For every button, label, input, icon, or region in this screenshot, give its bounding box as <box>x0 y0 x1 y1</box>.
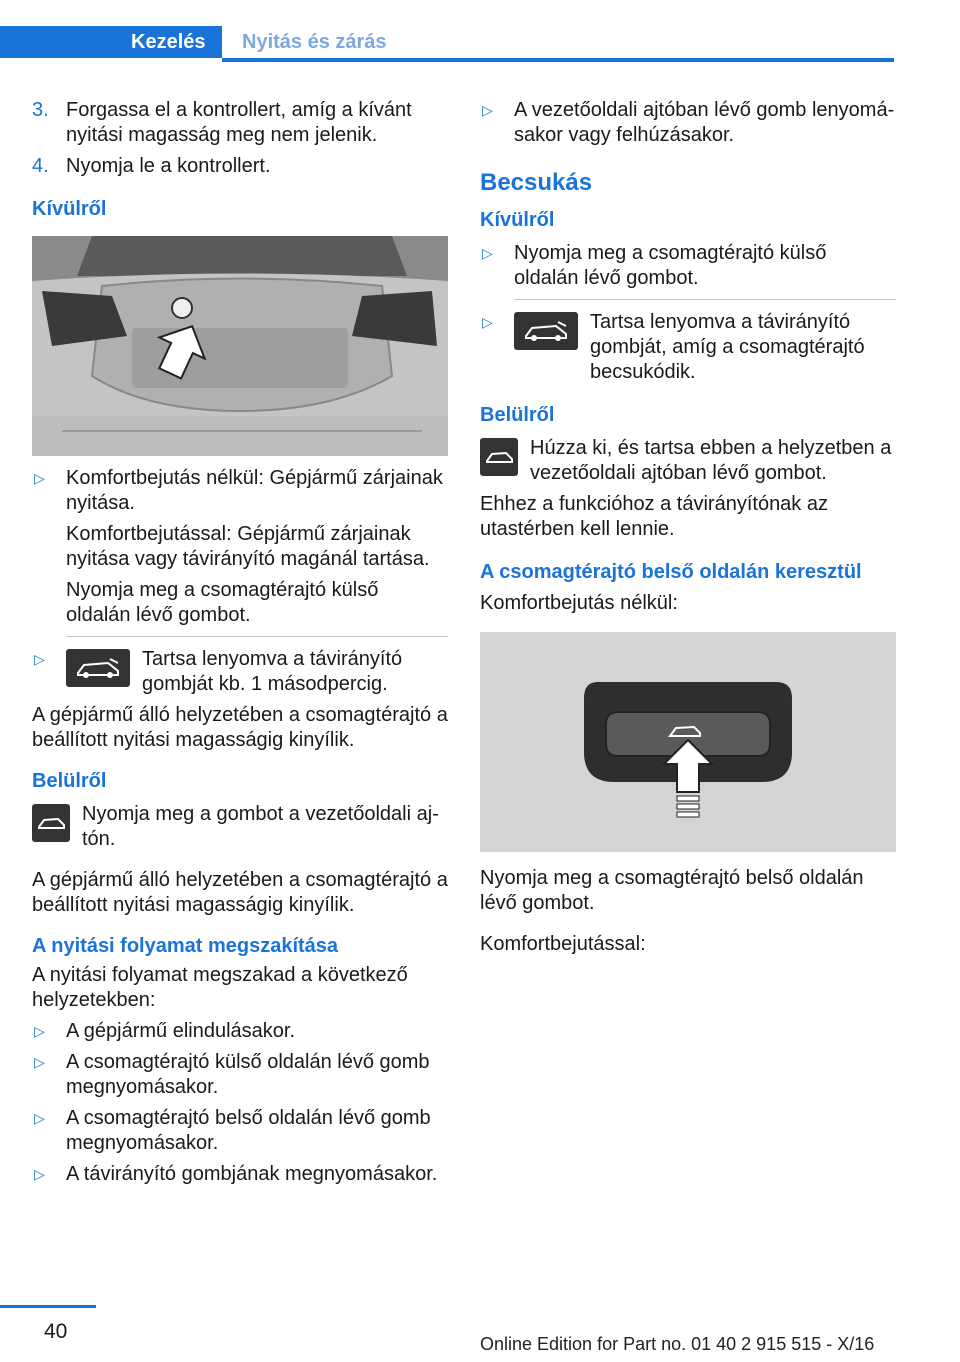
bullet-outer-button <box>480 241 896 291</box>
bullet-text: A csomagtérajtó belső oldalán lévő gomb megnyomásakor. <box>66 1107 431 1154</box>
bullet-triangle-icon: ▷ <box>482 314 493 330</box>
subheading-belulrol: Belülről <box>480 404 555 426</box>
divider <box>514 299 896 300</box>
subheading-inner-button: A csomagtérajtó belső oldalán keresztül <box>480 561 862 583</box>
tab-kezeles[interactable]: Kezelés <box>0 26 222 58</box>
paragraph: Komfortbejutás nélkül: <box>480 592 678 614</box>
bullet-triangle-icon: ▷ <box>482 245 493 261</box>
bullet-triangle-icon: ▷ <box>34 1054 45 1070</box>
inner-button-photo <box>480 632 896 852</box>
left-column <box>32 98 448 1193</box>
door-button-icon <box>32 804 70 842</box>
step-number: 3. <box>32 99 49 121</box>
footer-edition-text: Online Edition for Part no. 01 40 2 915 515 - X/16 <box>480 1334 875 1354</box>
tab-nyitas-es-zaras[interactable]: Nyitás és zárás <box>222 26 894 58</box>
paragraph: Ehhez a funkcióhoz a távirányítónak az utastérben kell lennie. <box>480 493 828 540</box>
section-heading-becsukas: Becsukás <box>480 169 593 196</box>
bullet-text: Nyomja meg a csomagtérajtó külső oldalán lévő gombot. <box>514 242 827 289</box>
bullet-driver-door <box>480 98 896 148</box>
subheading-kivulrol: Kívülről <box>480 209 555 231</box>
bullet-komfort <box>32 466 448 628</box>
remote-tailgate-key-icon <box>514 312 578 350</box>
step-text: Nyomja le a kontrollert. <box>66 155 271 177</box>
bullet-text: Tartsa lenyomva a távirányító gombját, amíg a csomagtérajtó becsukódik. <box>590 311 865 383</box>
bullet-triangle-icon: ▷ <box>34 1166 45 1182</box>
interrupt-item <box>32 1019 448 1044</box>
subheading-interrupt: A nyitási folyamat megszakítása <box>32 935 339 957</box>
bullet-triangle-icon: ▷ <box>34 1110 45 1126</box>
footer-rule <box>0 1305 96 1308</box>
bullet-triangle-icon: ▷ <box>34 470 45 486</box>
divider <box>66 636 448 637</box>
remote-tailgate-key-icon <box>66 649 130 687</box>
bullet-triangle-icon: ▷ <box>482 102 493 118</box>
tailgate-photo <box>32 236 448 456</box>
right-column <box>480 98 896 963</box>
interrupt-item <box>32 1106 448 1156</box>
belulrol-line <box>480 436 896 486</box>
bullet-text: Nyomja meg a csomagtérajtó külső oldalán lévő gombot. <box>66 579 379 626</box>
bullet-remote-close <box>480 310 896 385</box>
paragraph: A nyitási folyamat megszakad a következő helyzetekben: <box>32 964 408 1011</box>
paragraph: Nyomja meg a csomagtérajtó belső oldalán lévő gombot. <box>480 867 864 914</box>
header-rule <box>222 58 894 62</box>
interrupt-item <box>32 1050 448 1100</box>
step-number: 4. <box>32 155 49 177</box>
page-number: 40 <box>44 1320 68 1343</box>
belulrol-line <box>32 802 448 852</box>
bullet-remote <box>32 647 448 697</box>
belulrol-text: Húzza ki, és tartsa ebben a helyzetben a vezetőoldali ajtóban lévő gombot. <box>530 437 892 484</box>
bullet-triangle-icon: ▷ <box>34 1023 45 1039</box>
bullet-text: Komfortbejutással: Gépjármű zárjainak nyitása vagy távirányító magánál tartása. <box>66 523 430 570</box>
bullet-text: A csomagtérajtó külső oldalán lévő gomb megnyomásakor. <box>66 1051 430 1098</box>
bullet-text: Komfortbejutás nélkül: Gépjármű zárjainak nyitása. <box>66 467 443 514</box>
bullet-triangle-icon: ▷ <box>34 651 45 667</box>
paragraph: Komfortbejutással: <box>480 933 646 955</box>
bullet-text: Tartsa lenyomva a távirányító gombját kb. 1 másodpercig. <box>142 648 403 695</box>
bullet-text: A gépjármű elindulásakor. <box>66 1020 296 1042</box>
paragraph: A gépjármű álló helyzetében a csomagtérajtó a beállított nyitási magasságig kinyílik. <box>32 869 448 916</box>
step-text: Forgassa el a kontrollert, amíg a kívánt nyitási magasság meg nem jelenik. <box>66 99 412 146</box>
door-button-icon <box>480 438 518 476</box>
belulrol-text: Nyomja meg a gombot a vezetőoldali ajtón. <box>82 803 439 850</box>
paragraph: A gépjármű álló helyzetében a csomagtérajtó a beállított nyitási magasságig kinyílik. <box>32 704 448 751</box>
step-3 <box>32 98 448 148</box>
interrupt-item <box>32 1162 448 1187</box>
step-4 <box>32 154 448 179</box>
bullet-text: A távirányító gombjának megnyomásakor. <box>66 1163 438 1185</box>
subheading-kivulrol: Kívülről <box>32 198 107 220</box>
page-header <box>0 0 960 62</box>
bullet-text: A vezetőoldali ajtóban lévő gomb lenyomásakor vagy felhúzásakor. <box>514 99 895 146</box>
subheading-belulrol: Belülről <box>32 770 107 792</box>
